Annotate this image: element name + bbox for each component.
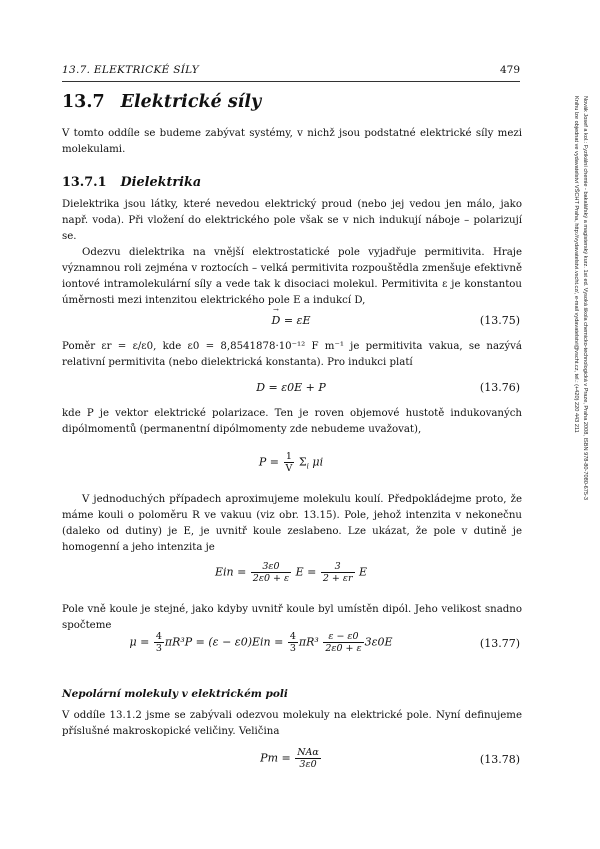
- equation-polarization: [62, 451, 520, 485]
- side-note-line-1: Novák Josef a kol.: Fyzikální chemie - bakalářský a magisterský kurz. 1st ed. Vysoká škola chemicko-technologická v Praze, Praha 2008, ISBN 978-80-7080-675-3: [582, 96, 588, 500]
- equation-13-77: [62, 631, 520, 667]
- paragraph-sphere-model: V jednoduchých případech aproximujeme molekulu koulí. Předpokládejme proto, že máme kouli o poloměru R ve vakuu (viz obr. 13.15). Pole, jehož intenzita v nekonečnu (daleko od dutiny) je E, je uvnitř koule zeslabeno. Lze ukázat, že pole v dutině je homogenní a jeho intenzita je: [62, 494, 522, 553]
- paragraph-nonpolar: V oddíle 13.1.2 jsme se zabývali odezvou molekuly na elektrické pole. Nyní definujeme příslušné makroskopické veličiny. Veličina: [62, 710, 522, 737]
- eq3-denominator: V: [285, 463, 293, 474]
- eq4-mid: E =: [295, 565, 317, 579]
- eq3-term: μi: [312, 455, 324, 469]
- eq1-number: (13.75): [479, 314, 520, 327]
- eq2-expression: D = ε0E + P: [256, 381, 326, 394]
- eq5-part-b: πR³: [298, 635, 319, 649]
- section-heading: [62, 92, 261, 112]
- eq5-frac2-den: 3: [289, 643, 296, 654]
- eq5-frac3-num: ε − ε0: [323, 631, 363, 643]
- eq3-sum-sign: Σ: [298, 455, 307, 469]
- subsection-title: Dielektrika: [120, 175, 202, 190]
- header-rule: [62, 81, 520, 82]
- eq4-frac1-den: 2ε0 + ε: [252, 573, 290, 584]
- eq5-frac2-num: 4: [289, 631, 296, 642]
- paragraph-relative-permittivity: Poměr εr = ε/ε0, kde ε0 = 8,8541878·10⁻¹² F m⁻¹ je permitivita vakua, se nazývá relativní permitivita (nebo dielektrická konstanta). Pro indukci platí: [62, 341, 522, 368]
- subsection-heading: [62, 175, 201, 190]
- eq4-frac1-num: 3ε0: [251, 561, 291, 573]
- eq4-frac2-num: 3: [321, 561, 355, 573]
- eq5-lhs: μ =: [129, 635, 150, 649]
- eq2-number: (13.76): [479, 381, 520, 394]
- eq6-lhs: Pm =: [260, 751, 291, 765]
- equation-13-78: [62, 747, 520, 783]
- eq5-number: (13.77): [479, 637, 520, 650]
- eq5-part-a: πR³P = (ε − ε0)Ein =: [164, 635, 284, 649]
- paragraph-polarization: kde P je vektor elektrické polarizace. Ten je roven objemové hustotě indukovaných dipólmomentů (permanentní dipólmomenty zde nebudeme uvažovat),: [62, 408, 522, 435]
- eq1-rhs: = εE: [283, 314, 311, 327]
- page-number: 479: [499, 64, 520, 76]
- eq5-part-c: 3ε0E: [364, 635, 393, 649]
- paragraph-dielectrics-definition: Dielektrika jsou látky, které nevedou elektrický proud (nebo jej vedou jen málo, jako např. voda). Při vložení do elektrického pole však se v nich indukují náboje – polarizují se.: [62, 199, 522, 242]
- running-header: [62, 64, 520, 80]
- eq3-numerator: 1: [284, 451, 295, 463]
- eq1-lhs: → D: [272, 314, 281, 327]
- eq5-frac3-den: 2ε0 + ε: [325, 643, 362, 654]
- eq3-lhs: P =: [258, 455, 280, 469]
- eq5-frac1-num: 4: [155, 631, 162, 642]
- eq3-sum-index: i: [306, 462, 309, 471]
- paragraph-permittivity: Odezvu dielektrika na vnější elektrostatické pole vyjadřuje permitivita. Hraje významnou roli zejména v roztocích – velká permitivita rozpouštědla zmenšuje efektivně iontové intramolekulární síly a vede tak k disociaci molekul. Permitivita ε je konstantou úměrnosti mezi intenzitou elektrického pole E a indukcí D,: [62, 247, 522, 306]
- paragraph-dipole: Pole vně koule je stejné, jako kdyby uvnitř koule byl umístěn dipól. Jeho velikost snadno spočteme: [62, 604, 522, 631]
- equation-field-inside: [62, 561, 520, 597]
- running-header-title: 13.7. ELEKTRICKÉ SÍLY: [62, 64, 200, 76]
- intro-paragraph: V tomto oddíle se budeme zabývat systémy, v nichž jsou podstatné elektrické síly mezi molekulami.: [62, 128, 522, 155]
- eq6-number: (13.78): [479, 753, 520, 766]
- subsection-number: 13.7.1: [62, 175, 107, 190]
- side-note: [563, 96, 589, 616]
- section-number: 13.7: [62, 92, 105, 112]
- eq5-frac1-den: 3: [155, 643, 162, 654]
- subsubsection-heading: Nepolární molekuly v elektrickém poli: [62, 688, 288, 700]
- eq4-rhs: E: [359, 565, 368, 579]
- eq6-numerator: NAα: [297, 747, 319, 758]
- eq6-denominator: 3ε0: [299, 759, 317, 770]
- side-note-line-2: Knihu lze objednat ve vydavatelství VŠCHT Praha, http://vydavatelstvi.vscht.cz/, e-mail vydavatelstvi@vscht.cz, tel.: (+420) 220 443 211: [573, 96, 579, 433]
- eq4-lhs: Ein =: [214, 565, 247, 579]
- section-title: Elektrické síly: [120, 92, 262, 112]
- eq4-frac2-den: 2 + εr: [322, 573, 353, 584]
